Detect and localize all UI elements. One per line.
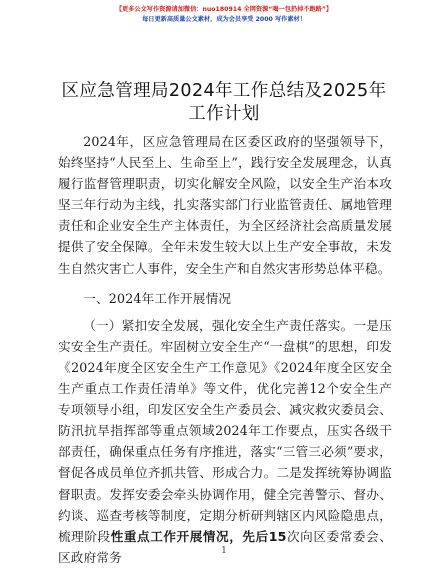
section-paragraph bbox=[58, 315, 392, 568]
section-paragraph-text: （一）紧扣安全发展，强化安全生产责任落实。一是压实安全生产责任。牢固树立安全生产“一盘棋”的思想，印发《2024年度全区安全生产工作意见》《2024年度全区安全生产重点工作责任清单》等文件，优化完善12个安全生产专项领导小组，印发区安全生产委员会、减灾救灾委员会、防汛抗旱指挥部等重点领域2024年工作要点，压实各级干部责任，确保重点任务有序推进，落实“三管三必须”要求，督促各成员单位齐抓共管、形成合力。二是发挥统筹协调监督职责。发挥安委会牵头协调作用，健全完善警示、督办、约谈、巡查考核等制度，定期分析研判辖区内风险隐患点，梳理阶段 bbox=[58, 317, 392, 544]
intro-paragraph: 2024年，区应急管理局在区委区政府的坚强领导下，始终坚持“人民至上、生命至上”，践行安全发展理念，认真履行监督管理职责，切实化解安全风险，以安全生产治本攻坚三年行动为主线，扎实落实部门行业监管责任、属地管理责任和企业安全生产主体责任，为全区经济社会高质量发展提供了安全保障。全年未发生较大以上生产安全事故，未发生自然灾害亡人事件，安全生产和自然灾害形势总体平稳。 bbox=[58, 134, 392, 276]
promo-banner bbox=[0, 4, 448, 25]
page-number: 1 bbox=[221, 546, 227, 556]
section-paragraph-bold-run: 性重点工作开展情况，先后15 bbox=[110, 528, 287, 544]
document-body bbox=[58, 131, 392, 568]
document-title: 区应急管理局2024年工作总结及2025年工作计划 bbox=[61, 81, 387, 124]
section-heading: 一、2024年工作开展情况 bbox=[83, 290, 232, 306]
promo-banner-line-2: 每日更新高质量公文素材，成为会员享受 2000 写作素材！ bbox=[142, 16, 306, 23]
section-paragraph-tail: 次向区委常委会、区政府常务 bbox=[58, 528, 392, 565]
promo-banner-line-1: 【更多公文写作资源请加微信：nuo180914 全网资源“喝一包扔掉不跑路”】 bbox=[115, 6, 333, 13]
